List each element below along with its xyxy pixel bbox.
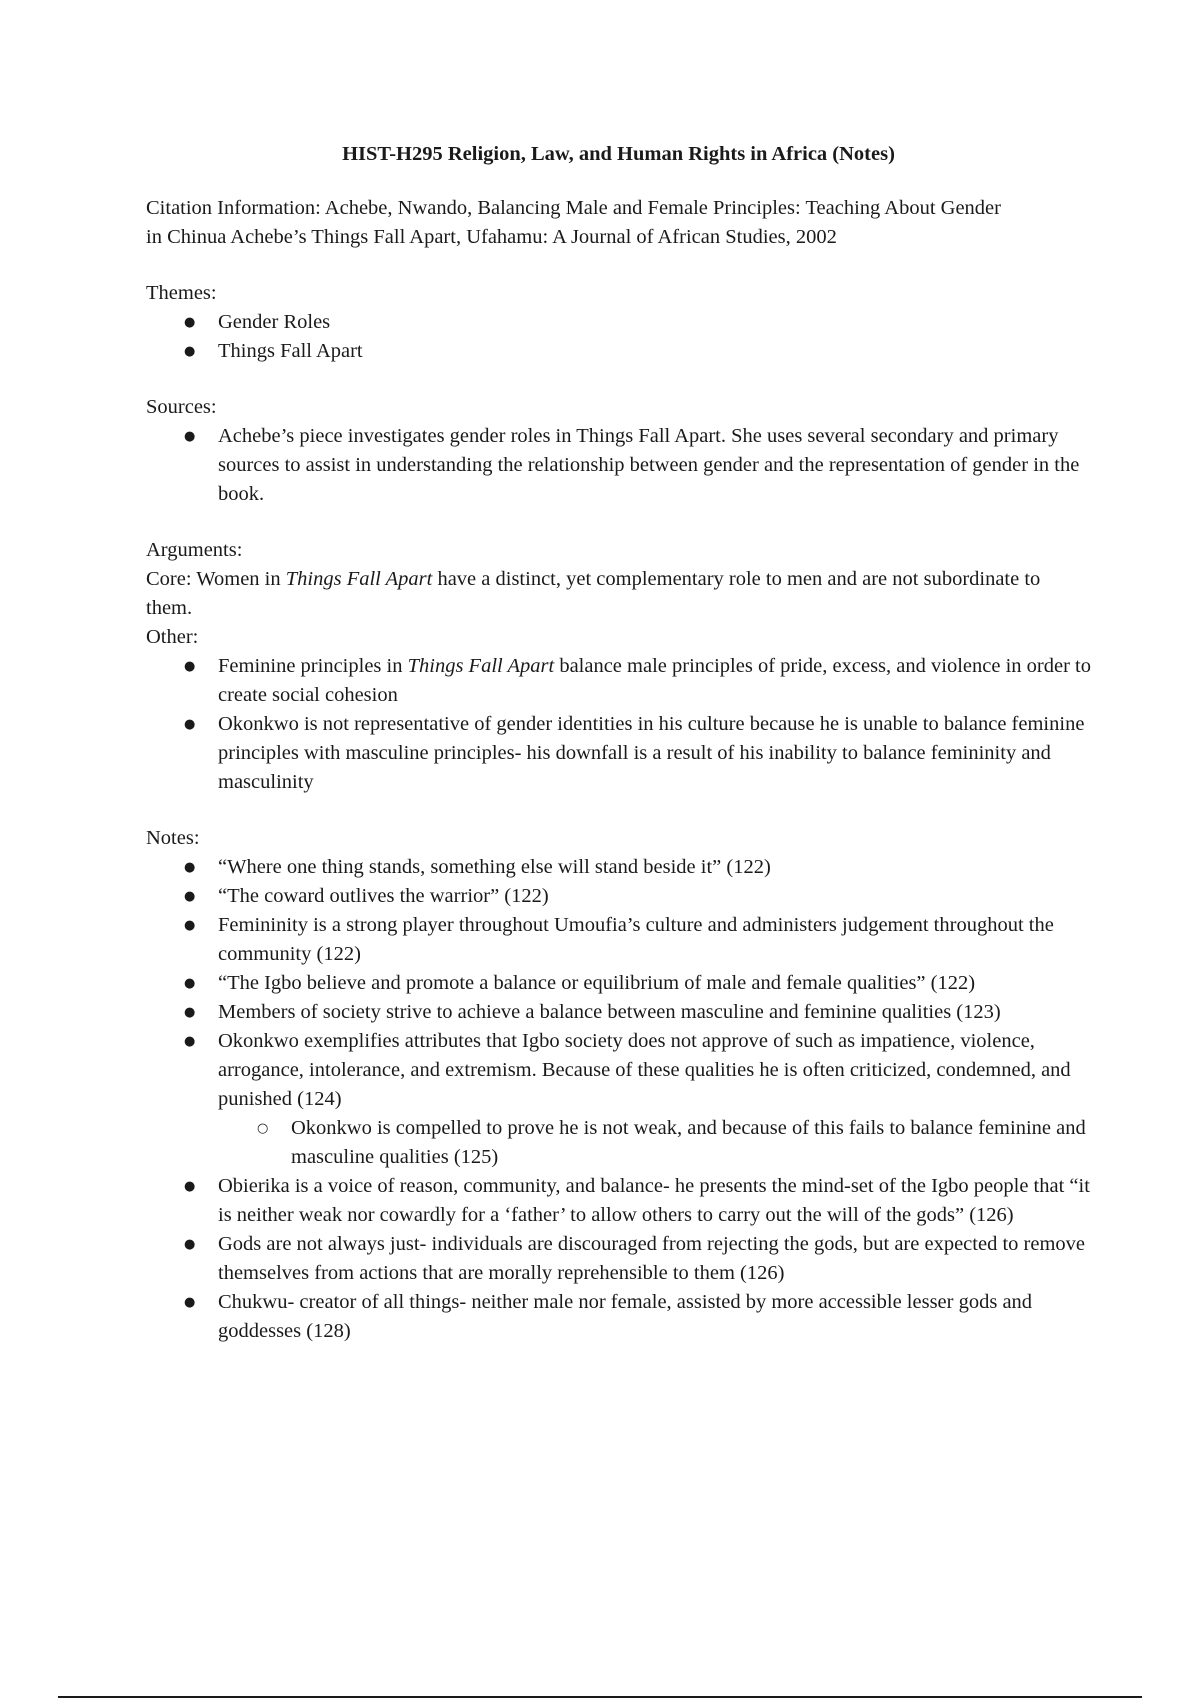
list-item: ● Achebe’s piece investigates gender roles in Things Fall Apart. She uses several secondary and primary sources to assist in understanding the relationship between gender and the representation of gender in the book. xyxy=(218,422,1091,509)
themes-section xyxy=(146,279,1091,366)
list-item xyxy=(218,1027,1091,1172)
core-argument-suffix: have a distinct, yet complementary role to men and are not subordinate to them. xyxy=(146,568,1041,619)
sources-section xyxy=(146,393,1091,509)
list-item: ● “Where one thing stands, something else will stand beside it” (122) xyxy=(218,853,1091,882)
notes-list xyxy=(146,853,1091,1346)
notes-label: Notes: xyxy=(146,827,200,849)
other-argument-suffix: balance male principles of pride, excess, and violence in order to create social cohesion xyxy=(218,655,1091,706)
themes-list xyxy=(146,308,1091,366)
list-item: ● Obierika is a voice of reason, community, and balance- he presents the mind-set of the Igbo people that “it is neither weak nor cowardly for a ‘father’ to allow others to carry out the will of the gods” (126) xyxy=(218,1172,1091,1230)
list-item: ● Gods are not always just- individuals are discouraged from rejecting the gods, but are expected to remove themselves from actions that are morally reprehensible to them (126) xyxy=(218,1230,1091,1288)
list-item: ● “The coward outlives the warrior” (122) xyxy=(218,882,1091,911)
citation-line-2: in Chinua Achebe’s Things Fall Apart, Ufahamu: A Journal of African Studies, 2002 xyxy=(146,226,837,248)
citation-line-1: Citation Information: Achebe, Nwando, Balancing Male and Female Principles: Teaching About Gender xyxy=(146,197,1001,219)
arguments-label: Arguments: xyxy=(146,539,243,561)
list-item: ● Gender Roles xyxy=(218,308,1091,337)
document-page xyxy=(146,140,1091,1346)
other-argument-title: Things Fall Apart xyxy=(407,655,555,677)
themes-label: Themes: xyxy=(146,282,217,304)
list-item: ● Things Fall Apart xyxy=(218,337,1091,366)
other-argument-prefix: Feminine principles in xyxy=(218,655,408,677)
sources-label: Sources: xyxy=(146,396,217,418)
other-arguments-list xyxy=(146,652,1091,797)
list-item: ● Chukwu- creator of all things- neither male nor female, assisted by more accessible lesser gods and goddesses (128) xyxy=(218,1288,1091,1346)
list-item-text: Okonkwo exemplifies attributes that Igbo society does not approve of such as impatience, violence, arrogance, intolerance, and extremism. Because of these qualities he is often criticized, condemned, and punished (124) xyxy=(218,1030,1071,1110)
core-argument-title: Things Fall Apart xyxy=(285,568,433,590)
citation-block xyxy=(146,194,1091,252)
page-bottom-rule xyxy=(58,1696,1142,1698)
list-item: ● Members of society strive to achieve a balance between masculine and feminine qualities (123) xyxy=(218,998,1091,1027)
list-item xyxy=(218,652,1091,710)
notes-sublist xyxy=(218,1114,1091,1172)
list-item: ● “The Igbo believe and promote a balance or equilibrium of male and female qualities” (122) xyxy=(218,969,1091,998)
document-title: HIST-H295 Religion, Law, and Human Rights in Africa (Notes) xyxy=(342,143,895,165)
list-item: ● Femininity is a strong player throughout Umoufia’s culture and administers judgement throughout the community (122) xyxy=(218,911,1091,969)
list-item: ● Okonkwo is not representative of gender identities in his culture because he is unable to balance feminine principles with masculine principles- his downfall is a result of his inability to balance femininity and masculinity xyxy=(218,710,1091,797)
sources-list xyxy=(146,422,1091,509)
core-argument-prefix: Core: Women in xyxy=(146,568,286,590)
core-argument xyxy=(146,565,1091,623)
arguments-section xyxy=(146,536,1091,797)
other-label: Other: xyxy=(146,626,199,648)
notes-section xyxy=(146,824,1091,1346)
sub-list-item: ○ Okonkwo is compelled to prove he is not weak, and because of this fails to balance feminine and masculine qualities (125) xyxy=(291,1114,1091,1172)
